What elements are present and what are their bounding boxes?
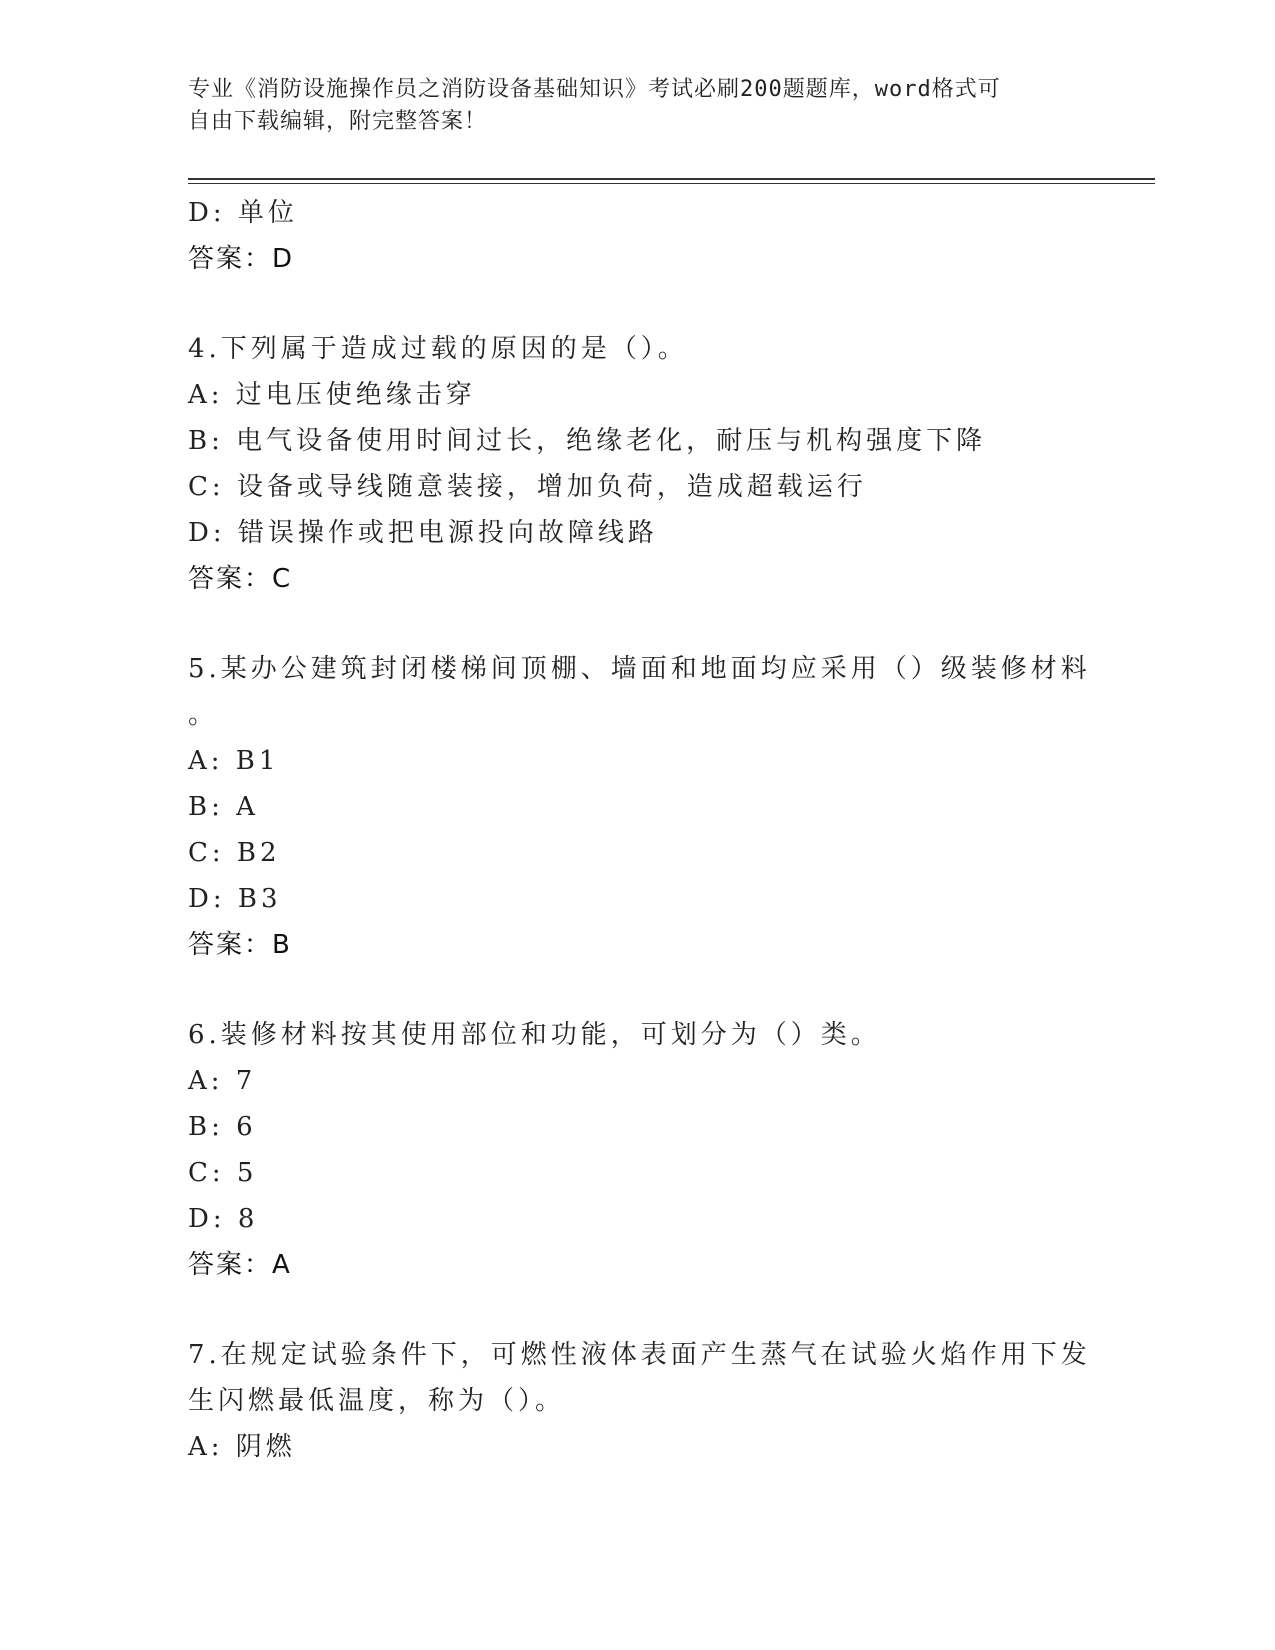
answer-line: 答案：C bbox=[188, 564, 293, 594]
header-divider-thick bbox=[188, 178, 1155, 180]
option-d: D: 错误操作或把电源投向故障线路 bbox=[188, 518, 658, 548]
option-d: D: 8 bbox=[188, 1204, 259, 1234]
question-stem: 7.在规定试验条件下，可燃性液体表面产生蒸气在试验火焰作用下发 bbox=[188, 1340, 1091, 1370]
option-a: A: 7 bbox=[188, 1066, 257, 1096]
question-stem: 4.下列属于造成过载的原因的是（）。 bbox=[188, 334, 688, 364]
answer-line: 答案：D bbox=[188, 244, 295, 274]
option-a: A: B1 bbox=[188, 746, 280, 776]
question-block-6 bbox=[188, 1012, 1088, 1288]
option-c: C: 设备或导线随意装接，增加负荷，造成超载运行 bbox=[188, 472, 867, 502]
question-list bbox=[188, 190, 1091, 1470]
option-a: A: 过电压使绝缘击穿 bbox=[188, 380, 476, 410]
document-header bbox=[188, 74, 1088, 138]
option-c: C: 5 bbox=[188, 1158, 258, 1188]
option-b: B: 电气设备使用时间过长，绝缘老化，耐压与机构强度下降 bbox=[188, 426, 987, 456]
question-block-5 bbox=[188, 646, 1091, 968]
question-block-7 bbox=[188, 1332, 1091, 1470]
question-stem-continued: 。 bbox=[188, 700, 219, 730]
header-line-1: 专业《消防设施操作员之消防设备基础知识》考试必刷200题题库，word格式可 bbox=[188, 77, 1001, 102]
option-d: D: 单位 bbox=[188, 198, 298, 228]
header-divider-thin bbox=[188, 183, 1155, 184]
header-line-2: 自由下载编辑，附完整答案！ bbox=[188, 109, 488, 134]
option-a: A: 阴燃 bbox=[188, 1432, 296, 1462]
question-stem-continued: 生闪燃最低温度，称为（）。 bbox=[188, 1386, 566, 1416]
option-d: D: B3 bbox=[188, 884, 282, 914]
answer-line: 答案：B bbox=[188, 930, 292, 960]
question-block-4 bbox=[188, 326, 1088, 602]
question-stem: 5.某办公建筑封闭楼梯间顶棚、墙面和地面均应采用（）级装修材料 bbox=[188, 654, 1091, 684]
option-b: B: 6 bbox=[188, 1112, 257, 1142]
option-b: B: A bbox=[188, 792, 259, 822]
question-stem: 6.装修材料按其使用部位和功能，可划分为（）类。 bbox=[188, 1020, 881, 1050]
answer-line: 答案：A bbox=[188, 1250, 292, 1280]
option-c: C: B2 bbox=[188, 838, 281, 868]
